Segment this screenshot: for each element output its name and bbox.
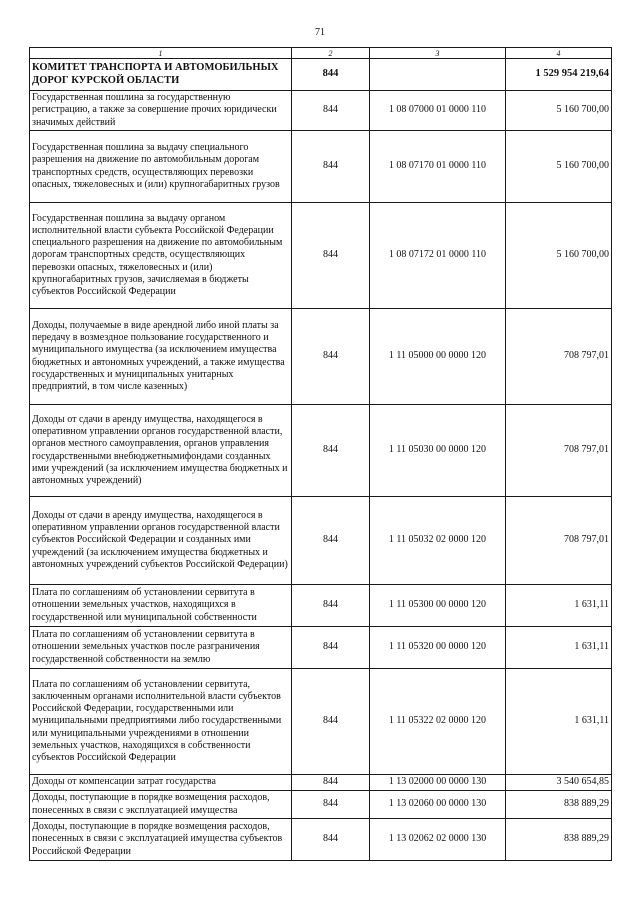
row-amount: 5 160 700,00 bbox=[506, 131, 612, 203]
row-name: Доходы от сдачи в аренду имущества, находящегося в оперативном управлении органов государственной власти, органов местного самоуправления, органов управления государственными внебюджетнымифондами созданных ими учреждений (за исключением имущества бюджетных и автономных учреждений) bbox=[30, 405, 292, 497]
row-budget-code bbox=[370, 59, 506, 91]
row-budget-code: 1 11 05000 00 0000 120 bbox=[370, 309, 506, 405]
column-number-row bbox=[30, 48, 612, 59]
row-amount: 1 631,11 bbox=[506, 669, 612, 775]
row-amount: 3 540 654,85 bbox=[506, 775, 612, 791]
table-row bbox=[30, 59, 612, 91]
row-admin-code: 844 bbox=[292, 203, 370, 309]
row-name: Доходы, поступающие в порядке возмещения расходов, понесенных в связи с эксплуатацией имущества субъектов Российской Федерации bbox=[30, 819, 292, 861]
row-amount: 838 889,29 bbox=[506, 791, 612, 819]
row-budget-code: 1 13 02060 00 0000 130 bbox=[370, 791, 506, 819]
row-admin-code: 844 bbox=[292, 585, 370, 627]
row-admin-code: 844 bbox=[292, 669, 370, 775]
table-row bbox=[30, 819, 612, 861]
row-amount: 708 797,01 bbox=[506, 405, 612, 497]
table-row bbox=[30, 669, 612, 775]
row-name: Доходы, получаемые в виде арендной либо иной платы за передачу в возмездное пользование государственного и муниципального имущества (за исключением имущества бюджетных и автономных учреждений, а также имущества государственных и муниципальных унитарных предприятий, в том числе казенных) bbox=[30, 309, 292, 405]
row-admin-code: 844 bbox=[292, 819, 370, 861]
row-admin-code: 844 bbox=[292, 791, 370, 819]
table-row bbox=[30, 497, 612, 585]
row-amount: 708 797,01 bbox=[506, 497, 612, 585]
column-header-4: 4 bbox=[506, 48, 612, 59]
row-budget-code: 1 11 05300 00 0000 120 bbox=[370, 585, 506, 627]
table-row bbox=[30, 91, 612, 131]
row-amount: 838 889,29 bbox=[506, 819, 612, 861]
row-name: Государственная пошлина за выдачу специального разрешения на движение по автомобильным дорогам транспортных средств, осуществляющих перевозки опасных, тяжеловесных и (или) крупногабаритных грузов bbox=[30, 131, 292, 203]
row-name: Доходы, поступающие в порядке возмещения расходов, понесенных в связи с эксплуатацией имущества bbox=[30, 791, 292, 819]
row-amount: 1 529 954 219,64 bbox=[506, 59, 612, 91]
row-name: Государственная пошлина за выдачу органом исполнительной власти субъекта Российской Федерации специального разрешения на движение по автомобильным дорогам транспортных средств, осуществляющих перевозки опасных, тяжеловесных и (или) крупногабаритных грузов, зачисляемая в бюджеты субъектов Российской Федерации bbox=[30, 203, 292, 309]
table-row bbox=[30, 585, 612, 627]
row-budget-code: 1 08 07000 01 0000 110 bbox=[370, 91, 506, 131]
row-budget-code: 1 11 05030 00 0000 120 bbox=[370, 405, 506, 497]
table-row bbox=[30, 627, 612, 669]
row-amount: 708 797,01 bbox=[506, 309, 612, 405]
row-name: Плата по соглашениям об установлении сервитута в отношении земельных участков после разграничения государственной собственности на землю bbox=[30, 627, 292, 669]
row-admin-code: 844 bbox=[292, 775, 370, 791]
row-budget-code: 1 11 05322 02 0000 120 bbox=[370, 669, 506, 775]
table-row bbox=[30, 203, 612, 309]
row-amount: 1 631,11 bbox=[506, 627, 612, 669]
row-budget-code: 1 08 07172 01 0000 110 bbox=[370, 203, 506, 309]
row-admin-code: 844 bbox=[292, 59, 370, 91]
row-admin-code: 844 bbox=[292, 131, 370, 203]
table-row bbox=[30, 791, 612, 819]
row-name: Доходы от компенсации затрат государства bbox=[30, 775, 292, 791]
row-name: Государственная пошлина за государственную регистрацию, а также за совершение прочих юридически значимых действий bbox=[30, 91, 292, 131]
row-budget-code: 1 13 02000 00 0000 130 bbox=[370, 775, 506, 791]
row-name: Доходы от сдачи в аренду имущества, находящегося в оперативном управлении органов государственной власти субъектов Российской Федерации и созданных ими учреждений (за исключением имущества бюджетных и автономных учреждений субъектов Российской Федерации) bbox=[30, 497, 292, 585]
table-row bbox=[30, 131, 612, 203]
column-header-1: 1 bbox=[30, 48, 292, 59]
table-row bbox=[30, 405, 612, 497]
table-row bbox=[30, 775, 612, 791]
row-name: КОМИТЕТ ТРАНСПОРТА И АВТОМОБИЛЬНЫХ ДОРОГ КУРСКОЙ ОБЛАСТИ bbox=[30, 59, 292, 91]
revenue-table bbox=[29, 47, 612, 861]
row-admin-code: 844 bbox=[292, 405, 370, 497]
row-amount: 1 631,11 bbox=[506, 585, 612, 627]
row-amount: 5 160 700,00 bbox=[506, 91, 612, 131]
row-admin-code: 844 bbox=[292, 91, 370, 131]
column-header-2: 2 bbox=[292, 48, 370, 59]
column-header-3: 3 bbox=[370, 48, 506, 59]
page-number: 71 bbox=[315, 27, 325, 38]
row-budget-code: 1 13 02062 02 0000 130 bbox=[370, 819, 506, 861]
row-amount: 5 160 700,00 bbox=[506, 203, 612, 309]
row-admin-code: 844 bbox=[292, 309, 370, 405]
row-admin-code: 844 bbox=[292, 497, 370, 585]
row-name: Плата по соглашениям об установлении сервитута, заключенным органами исполнительной власти субъектов Российской Федерации, государственными или муниципальными предприятиями либо государственными или муниципальными учреждениями в отношении земельных участков, находящихся в собственности субъектов Российской Федерации bbox=[30, 669, 292, 775]
row-budget-code: 1 11 05032 02 0000 120 bbox=[370, 497, 506, 585]
row-name: Плата по соглашениям об установлении сервитута в отношении земельных участков, находящихся в государственной или муниципальной собственности bbox=[30, 585, 292, 627]
table-row bbox=[30, 309, 612, 405]
row-budget-code: 1 11 05320 00 0000 120 bbox=[370, 627, 506, 669]
row-admin-code: 844 bbox=[292, 627, 370, 669]
row-budget-code: 1 08 07170 01 0000 110 bbox=[370, 131, 506, 203]
